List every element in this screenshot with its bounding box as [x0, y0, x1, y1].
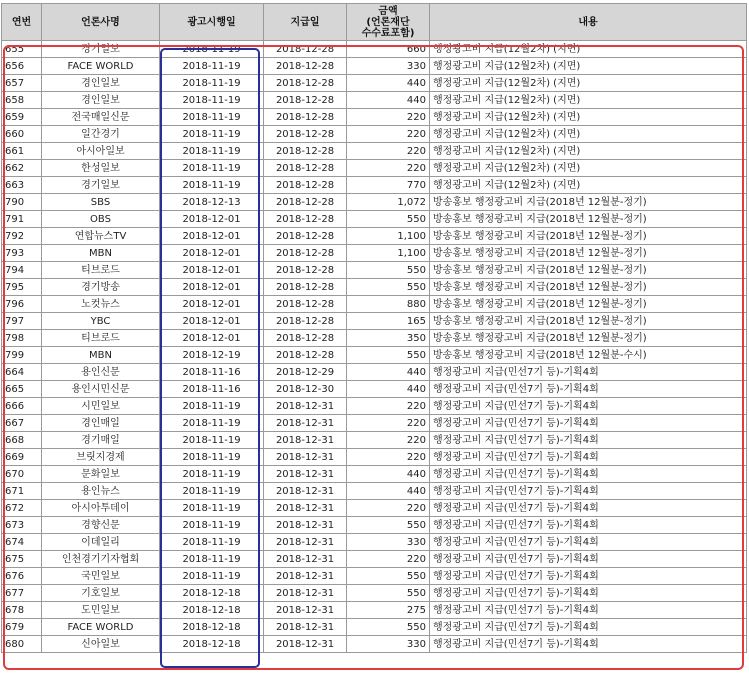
- cell-ad-date: 2018-11-19: [160, 568, 264, 585]
- cell-ad-date: 2018-11-16: [160, 381, 264, 398]
- cell-media: 경인매일: [42, 415, 160, 432]
- cell-desc: 방송홍보 행정광고비 지급(2018년 12월분-수시): [430, 347, 747, 364]
- cell-pay-date: 2018-12-28: [264, 262, 347, 279]
- cell-ad-date: 2018-11-19: [160, 177, 264, 194]
- cell-desc: 행정광고비 지급(민선7기 등)-기획4회: [430, 568, 747, 585]
- cell-amount: 220: [347, 126, 430, 143]
- table-row: [2, 619, 747, 636]
- cell-ad-date: 2018-11-19: [160, 500, 264, 517]
- cell-ad-date: 2018-11-19: [160, 466, 264, 483]
- cell-amount: 220: [347, 398, 430, 415]
- cell-no: 657: [2, 75, 42, 92]
- cell-media: 문화일보: [42, 466, 160, 483]
- cell-desc: 행정광고비 지급(민선7기 등)-기획4회: [430, 636, 747, 653]
- table-row: [2, 211, 747, 228]
- cell-media: FACE WORLD: [42, 58, 160, 75]
- cell-ad-date: 2018-12-18: [160, 602, 264, 619]
- cell-amount: 550: [347, 211, 430, 228]
- header-row: [2, 4, 747, 41]
- cell-pay-date: 2018-12-28: [264, 330, 347, 347]
- cell-desc: 행정광고비 지급(민선7기 등)-기획4회: [430, 619, 747, 636]
- cell-no: 670: [2, 466, 42, 483]
- cell-desc: 방송홍보 행정광고비 지급(2018년 12월분-정기): [430, 262, 747, 279]
- cell-pay-date: 2018-12-31: [264, 517, 347, 534]
- cell-desc: 방송홍보 행정광고비 지급(2018년 12월분-정기): [430, 245, 747, 262]
- cell-pay-date: 2018-12-31: [264, 636, 347, 653]
- cell-no: 673: [2, 517, 42, 534]
- cell-ad-date: 2018-11-19: [160, 143, 264, 160]
- cell-pay-date: 2018-12-31: [264, 466, 347, 483]
- col-header-pay-date: 지급일: [264, 4, 347, 41]
- cell-desc: 행정광고비 지급(민선7기 등)-기획4회: [430, 415, 747, 432]
- table-row: [2, 602, 747, 619]
- cell-desc: 행정광고비 지급(민선7기 등)-기획4회: [430, 500, 747, 517]
- table-row: [2, 296, 747, 313]
- cell-ad-date: 2018-11-16: [160, 364, 264, 381]
- cell-media: MBN: [42, 245, 160, 262]
- cell-ad-date: 2018-11-19: [160, 126, 264, 143]
- cell-pay-date: 2018-12-31: [264, 449, 347, 466]
- cell-no: 676: [2, 568, 42, 585]
- cell-amount: 550: [347, 619, 430, 636]
- cell-no: 793: [2, 245, 42, 262]
- cell-desc: 행정광고비 지급(12월2차) (지면): [430, 126, 747, 143]
- table-row: [2, 466, 747, 483]
- table-row: [2, 177, 747, 194]
- cell-desc: 행정광고비 지급(12월2차) (지면): [430, 109, 747, 126]
- cell-ad-date: 2018-11-19: [160, 449, 264, 466]
- cell-pay-date: 2018-12-28: [264, 347, 347, 364]
- cell-pay-date: 2018-12-31: [264, 602, 347, 619]
- cell-desc: 행정광고비 지급(민선7기 등)-기획4회: [430, 602, 747, 619]
- cell-pay-date: 2018-12-31: [264, 551, 347, 568]
- cell-ad-date: 2018-11-19: [160, 109, 264, 126]
- cell-desc: 행정광고비 지급(12월2차) (지면): [430, 58, 747, 75]
- cell-amount: 1,100: [347, 245, 430, 262]
- cell-amount: 350: [347, 330, 430, 347]
- cell-pay-date: 2018-12-28: [264, 194, 347, 211]
- cell-ad-date: 2018-11-19: [160, 160, 264, 177]
- cell-no: 660: [2, 126, 42, 143]
- cell-desc: 행정광고비 지급(12월2차) (지면): [430, 75, 747, 92]
- cell-desc: 행정광고비 지급(민선7기 등)-기획4회: [430, 398, 747, 415]
- cell-media: 아시아일보: [42, 143, 160, 160]
- cell-pay-date: 2018-12-28: [264, 279, 347, 296]
- table-row: [2, 398, 747, 415]
- cell-amount: 770: [347, 177, 430, 194]
- cell-media: 기호일보: [42, 585, 160, 602]
- cell-pay-date: 2018-12-28: [264, 126, 347, 143]
- cell-desc: 행정광고비 지급(민선7기 등)-기획4회: [430, 483, 747, 500]
- cell-no: 663: [2, 177, 42, 194]
- cell-amount: 440: [347, 75, 430, 92]
- cell-pay-date: 2018-12-28: [264, 160, 347, 177]
- cell-media: OBS: [42, 211, 160, 228]
- amount-header-line3: 수수료포함): [361, 27, 415, 39]
- cell-ad-date: 2018-11-19: [160, 517, 264, 534]
- cell-ad-date: 2018-12-19: [160, 347, 264, 364]
- cell-pay-date: 2018-12-28: [264, 211, 347, 228]
- cell-amount: 440: [347, 483, 430, 500]
- cell-no: 795: [2, 279, 42, 296]
- cell-no: 666: [2, 398, 42, 415]
- cell-pay-date: 2018-12-28: [264, 92, 347, 109]
- cell-amount: 550: [347, 517, 430, 534]
- cell-desc: 행정광고비 지급(민선7기 등)-기획4회: [430, 534, 747, 551]
- cell-media: YBC: [42, 313, 160, 330]
- cell-desc: 행정광고비 지급(12월2차) (지면): [430, 92, 747, 109]
- cell-media: 티브로드: [42, 262, 160, 279]
- cell-desc: 방송홍보 행정광고비 지급(2018년 12월분-정기): [430, 279, 747, 296]
- cell-pay-date: 2018-12-28: [264, 296, 347, 313]
- cell-desc: 방송홍보 행정광고비 지급(2018년 12월분-정기): [430, 296, 747, 313]
- cell-amount: 220: [347, 551, 430, 568]
- cell-amount: 1,072: [347, 194, 430, 211]
- cell-ad-date: 2018-11-19: [160, 483, 264, 500]
- table-body: [2, 41, 747, 653]
- table-row: [2, 245, 747, 262]
- cell-no: 792: [2, 228, 42, 245]
- cell-ad-date: 2018-12-01: [160, 296, 264, 313]
- cell-pay-date: 2018-12-31: [264, 398, 347, 415]
- cell-media: 아시아투데이: [42, 500, 160, 517]
- cell-amount: 440: [347, 381, 430, 398]
- cell-no: 799: [2, 347, 42, 364]
- cell-media: 경인일보: [42, 92, 160, 109]
- cell-ad-date: 2018-12-01: [160, 245, 264, 262]
- cell-media: 도민일보: [42, 602, 160, 619]
- cell-media: FACE WORLD: [42, 619, 160, 636]
- cell-amount: 220: [347, 500, 430, 517]
- cell-ad-date: 2018-12-18: [160, 585, 264, 602]
- cell-no: 675: [2, 551, 42, 568]
- cell-ad-date: 2018-11-19: [160, 75, 264, 92]
- cell-pay-date: 2018-12-28: [264, 177, 347, 194]
- table-row: [2, 58, 747, 75]
- cell-no: 667: [2, 415, 42, 432]
- cell-no: 680: [2, 636, 42, 653]
- cell-pay-date: 2018-12-30: [264, 381, 347, 398]
- table-row: [2, 381, 747, 398]
- cell-pay-date: 2018-12-31: [264, 568, 347, 585]
- table-row: [2, 347, 747, 364]
- cell-media: 국민일보: [42, 568, 160, 585]
- table-row: [2, 228, 747, 245]
- cell-amount: 165: [347, 313, 430, 330]
- cell-ad-date: 2018-11-19: [160, 534, 264, 551]
- cell-no: 678: [2, 602, 42, 619]
- cell-media: 용인신문: [42, 364, 160, 381]
- cell-desc: 방송홍보 행정광고비 지급(2018년 12월분-정기): [430, 313, 747, 330]
- cell-desc: 행정광고비 지급(12월2차) (지면): [430, 160, 747, 177]
- cell-no: 797: [2, 313, 42, 330]
- cell-ad-date: 2018-12-13: [160, 194, 264, 211]
- cell-amount: 330: [347, 58, 430, 75]
- cell-ad-date: 2018-11-19: [160, 92, 264, 109]
- cell-media: 경기매일: [42, 432, 160, 449]
- table-row: [2, 194, 747, 211]
- cell-amount: 330: [347, 534, 430, 551]
- table-row: [2, 568, 747, 585]
- table-row: [2, 449, 747, 466]
- table-row: [2, 500, 747, 517]
- cell-ad-date: 2018-11-19: [160, 41, 264, 58]
- cell-media: 경기일보: [42, 41, 160, 58]
- cell-no: 665: [2, 381, 42, 398]
- table-row: [2, 109, 747, 126]
- table-row: [2, 262, 747, 279]
- cell-media: 한성일보: [42, 160, 160, 177]
- table-row: [2, 126, 747, 143]
- cell-media: SBS: [42, 194, 160, 211]
- cell-ad-date: 2018-12-01: [160, 313, 264, 330]
- cell-amount: 660: [347, 41, 430, 58]
- cell-no: 656: [2, 58, 42, 75]
- cell-media: 경기일보: [42, 177, 160, 194]
- cell-amount: 220: [347, 160, 430, 177]
- cell-desc: 방송홍보 행정광고비 지급(2018년 12월분-정기): [430, 228, 747, 245]
- cell-pay-date: 2018-12-31: [264, 500, 347, 517]
- cell-amount: 220: [347, 432, 430, 449]
- cell-desc: 방송홍보 행정광고비 지급(2018년 12월분-정기): [430, 194, 747, 211]
- cell-amount: 550: [347, 279, 430, 296]
- cell-ad-date: 2018-12-01: [160, 262, 264, 279]
- cell-pay-date: 2018-12-31: [264, 619, 347, 636]
- cell-ad-date: 2018-12-01: [160, 228, 264, 245]
- amount-header-line1: 금액: [378, 5, 398, 17]
- cell-amount: 550: [347, 585, 430, 602]
- table-row: [2, 75, 747, 92]
- ad-payment-table: [1, 3, 747, 653]
- cell-media: 이데일리: [42, 534, 160, 551]
- cell-ad-date: 2018-11-19: [160, 398, 264, 415]
- cell-media: 경기방송: [42, 279, 160, 296]
- table-row: [2, 41, 747, 58]
- table-row: [2, 415, 747, 432]
- cell-no: 679: [2, 619, 42, 636]
- cell-pay-date: 2018-12-28: [264, 109, 347, 126]
- cell-media: 경향신문: [42, 517, 160, 534]
- cell-pay-date: 2018-12-31: [264, 415, 347, 432]
- cell-media: MBN: [42, 347, 160, 364]
- cell-no: 655: [2, 41, 42, 58]
- cell-no: 677: [2, 585, 42, 602]
- cell-no: 674: [2, 534, 42, 551]
- table-row: [2, 92, 747, 109]
- table-row: [2, 279, 747, 296]
- col-header-media: 언론사명: [42, 4, 160, 41]
- cell-desc: 행정광고비 지급(민선7기 등)-기획4회: [430, 517, 747, 534]
- cell-amount: 550: [347, 262, 430, 279]
- cell-ad-date: 2018-11-19: [160, 415, 264, 432]
- cell-media: 경인일보: [42, 75, 160, 92]
- cell-no: 671: [2, 483, 42, 500]
- table-row: [2, 330, 747, 347]
- cell-pay-date: 2018-12-31: [264, 534, 347, 551]
- cell-no: 664: [2, 364, 42, 381]
- col-header-amount: [347, 4, 430, 41]
- cell-pay-date: 2018-12-31: [264, 483, 347, 500]
- amount-header-line2: (언론재단: [366, 16, 410, 28]
- cell-amount: 220: [347, 449, 430, 466]
- table-row: [2, 160, 747, 177]
- cell-amount: 1,100: [347, 228, 430, 245]
- col-header-no: 연번: [2, 4, 42, 41]
- cell-media: 전국매일신문: [42, 109, 160, 126]
- cell-amount: 330: [347, 636, 430, 653]
- cell-pay-date: 2018-12-28: [264, 313, 347, 330]
- cell-ad-date: 2018-12-18: [160, 636, 264, 653]
- cell-desc: 행정광고비 지급(민선7기 등)-기획4회: [430, 585, 747, 602]
- table-row: [2, 585, 747, 602]
- cell-amount: 440: [347, 466, 430, 483]
- table-row: [2, 551, 747, 568]
- cell-pay-date: 2018-12-28: [264, 245, 347, 262]
- cell-no: 669: [2, 449, 42, 466]
- cell-media: 노컷뉴스: [42, 296, 160, 313]
- cell-media: 인천경기기자협회: [42, 551, 160, 568]
- cell-media: 일간경기: [42, 126, 160, 143]
- cell-no: 790: [2, 194, 42, 211]
- cell-amount: 220: [347, 415, 430, 432]
- table-row: [2, 636, 747, 653]
- cell-no: 658: [2, 92, 42, 109]
- cell-amount: 550: [347, 568, 430, 585]
- cell-desc: 방송홍보 행정광고비 지급(2018년 12월분-정기): [430, 330, 747, 347]
- cell-media: 연합뉴스TV: [42, 228, 160, 245]
- table-row: [2, 432, 747, 449]
- cell-desc: 행정광고비 지급(12월2차) (지면): [430, 143, 747, 160]
- cell-desc: 행정광고비 지급(민선7기 등)-기획4회: [430, 466, 747, 483]
- cell-media: 브릿지경제: [42, 449, 160, 466]
- cell-media: 신아일보: [42, 636, 160, 653]
- cell-desc: 행정광고비 지급(민선7기 등)-기획4회: [430, 381, 747, 398]
- cell-no: 668: [2, 432, 42, 449]
- cell-amount: 220: [347, 109, 430, 126]
- cell-no: 794: [2, 262, 42, 279]
- cell-pay-date: 2018-12-28: [264, 143, 347, 160]
- table-row: [2, 313, 747, 330]
- table-row: [2, 483, 747, 500]
- cell-ad-date: 2018-11-19: [160, 551, 264, 568]
- cell-desc: 행정광고비 지급(민선7기 등)-기획4회: [430, 432, 747, 449]
- col-header-ad-date: 광고시행일: [160, 4, 264, 41]
- cell-pay-date: 2018-12-28: [264, 41, 347, 58]
- cell-no: 791: [2, 211, 42, 228]
- table-row: [2, 517, 747, 534]
- cell-no: 796: [2, 296, 42, 313]
- cell-desc: 방송홍보 행정광고비 지급(2018년 12월분-정기): [430, 211, 747, 228]
- cell-pay-date: 2018-12-28: [264, 228, 347, 245]
- cell-no: 798: [2, 330, 42, 347]
- cell-ad-date: 2018-12-01: [160, 211, 264, 228]
- cell-no: 661: [2, 143, 42, 160]
- table-row: [2, 364, 747, 381]
- table-row: [2, 534, 747, 551]
- cell-amount: 880: [347, 296, 430, 313]
- cell-pay-date: 2018-12-31: [264, 585, 347, 602]
- cell-amount: 440: [347, 92, 430, 109]
- cell-pay-date: 2018-12-28: [264, 75, 347, 92]
- cell-desc: 행정광고비 지급(민선7기 등)-기획4회: [430, 449, 747, 466]
- cell-amount: 220: [347, 143, 430, 160]
- cell-ad-date: 2018-12-18: [160, 619, 264, 636]
- cell-media: 용인시민신문: [42, 381, 160, 398]
- cell-pay-date: 2018-12-31: [264, 432, 347, 449]
- cell-amount: 275: [347, 602, 430, 619]
- cell-amount: 440: [347, 364, 430, 381]
- col-header-desc: 내용: [430, 4, 747, 41]
- cell-desc: 행정광고비 지급(민선7기 등)-기획4회: [430, 364, 747, 381]
- cell-ad-date: 2018-12-01: [160, 279, 264, 296]
- cell-no: 672: [2, 500, 42, 517]
- cell-media: 용인뉴스: [42, 483, 160, 500]
- cell-amount: 550: [347, 347, 430, 364]
- cell-ad-date: 2018-11-19: [160, 58, 264, 75]
- cell-desc: 행정광고비 지급(12월2차) (지면): [430, 177, 747, 194]
- cell-no: 659: [2, 109, 42, 126]
- cell-desc: 행정광고비 지급(12월2차) (지면): [430, 41, 747, 58]
- cell-pay-date: 2018-12-28: [264, 58, 347, 75]
- cell-ad-date: 2018-11-19: [160, 432, 264, 449]
- table-row: [2, 143, 747, 160]
- cell-no: 662: [2, 160, 42, 177]
- cell-pay-date: 2018-12-29: [264, 364, 347, 381]
- cell-media: 티브로드: [42, 330, 160, 347]
- cell-ad-date: 2018-12-01: [160, 330, 264, 347]
- cell-desc: 행정광고비 지급(민선7기 등)-기획4회: [430, 551, 747, 568]
- cell-media: 시민일보: [42, 398, 160, 415]
